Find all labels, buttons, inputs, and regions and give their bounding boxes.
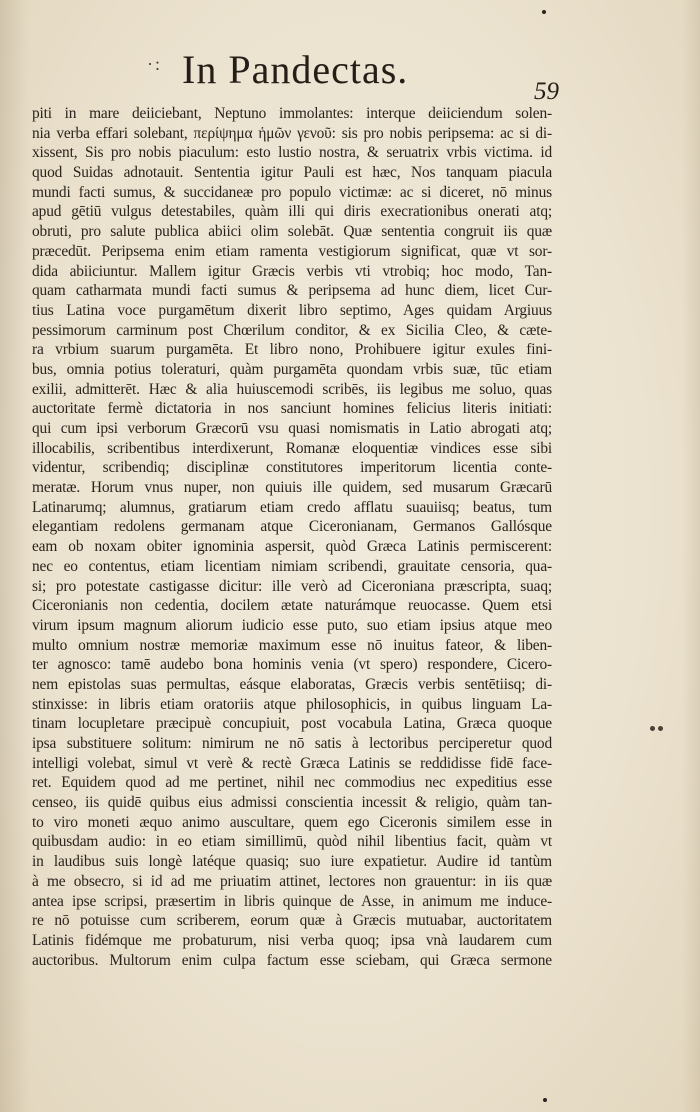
- text-line: xissent, Sis pro nobis piaculum: esto lustio nostra, & seruatrix vrbis victima. id: [32, 144, 552, 162]
- text-line: tinam locupletare præcipuè concupiuit, post vocabula Latina, Græca quoque: [32, 715, 552, 733]
- ink-dot: [542, 10, 546, 14]
- text-line: mundi facti sumus, & succidaneæ pro populo victimæ: ac si diceret, nō minus: [32, 183, 552, 201]
- ink-dot: [543, 1098, 547, 1102]
- running-head: [0, 44, 700, 105]
- text-line: quam catharmata mundi facti sumus & peripsema ad hunc diem, licet Cur-: [32, 282, 552, 300]
- text-line: dida abiiciuntur. Mallem igitur Græcis verbis vti vtrobiq; hoc modo, Tan-: [32, 262, 552, 280]
- text-line: à me obsecro, si id ad me priuatim attinet, lectores non grauentur: in iis quæ: [32, 872, 552, 890]
- text-line: in laudibus suis longè latéque quasiq; suo iure expatietur. Audire id tantùm: [32, 853, 552, 871]
- text-line: nia verba effari solebant, περίψημα ἡμῶν γενοῦ: sis pro nobis peripsema: ac si di-: [32, 124, 552, 142]
- text-line: multo omnium nostræ memoriæ maximum esse nō inuitus fateor, & liben-: [32, 636, 552, 654]
- text-line: ter agnosco: tamē audebo bona hominis venia (vt spero) respondere, Cicero-: [32, 656, 552, 674]
- ornament-mark: ·:: [147, 54, 162, 74]
- text-line: meratæ. Horum vnus nuper, non quiuis ille quidem, sed musarum Græcarū: [32, 479, 552, 497]
- text-line: ra vrbium suarum purgamēta. Et libro nono, Prohibuere igitur exules fini-: [32, 341, 552, 359]
- text-line: obruti, pro salute publica abiici olim solebāt. Quæ sententia congruit iis quæ: [32, 223, 552, 241]
- text-line: videntur, scribendiq; disciplinæ constitutores imperitorum licentia conte-: [32, 459, 552, 477]
- text-line: stinxisse: in libris etiam oratoriis atque philosophicis, in quibus linguam La-: [32, 695, 552, 713]
- body-text: [32, 104, 552, 970]
- text-line: re nō potuisse cum scriberem, eorum quæ à Græcis mutuabar, auctoritatem: [32, 912, 552, 930]
- text-line: antea ipse scripsi, præsertim in libris quinque de Asse, in animum me induce-: [32, 892, 552, 910]
- text-line: censeo, iis quidē quibus eius admissi conscientia incessit & religio, quàm tan-: [32, 794, 552, 812]
- text-line: elegantiam redolens germanam atque Ciceronianam, Germanos Gallósque: [32, 518, 552, 536]
- text-line: intelligi volebat, simul vt verè & rectè Græca Latinis se reddidisse fidē face-: [32, 754, 552, 772]
- text-line: nec eo contentus, etiam licentiam nimiam scribendi, grauitate censoria, qua-: [32, 557, 552, 575]
- text-line: tius Latina voce purgamētum dixerit libro septimo, Ages quidam Argiuus: [32, 301, 552, 319]
- text-line: eam ob noxam obiter ignominia aspersit, quòd Græca Latinis permiscerent:: [32, 538, 552, 556]
- text-line: apud gētiū vulgus detestabiles, quàm illi qui diris execrationibus onerati atq;: [32, 203, 552, 221]
- text-line: auctoribus. Multorum enim culpa factum esse sciebam, qui Græca sermone: [32, 951, 552, 969]
- text-line: piti in mare deiiciebant, Neptuno immolantes: interque deiiciendum solen-: [32, 105, 552, 122]
- text-line: Ciceronianis non cedentia, docilem ætate naturámque reuocasse. Quem etsi: [32, 597, 552, 615]
- text-line: quod Suidas adnotauit. Sententia igitur Pauli est hæc, Nos tanquam piacula: [32, 164, 552, 182]
- text-line: quibusdam audio: in eo etiam simillimū, quòd nihil libentius facit, quàm vt: [32, 833, 552, 851]
- text-line: to viro moneti æquo animo auscultare, quem ego Ciceronis similem esse in: [32, 813, 552, 831]
- text-line: auctoritate fermè dictatoria in nos sanciunt homines felicius literis initiati:: [32, 400, 552, 418]
- text-line: Latinarumq; alumnus, gratiarum etiam credo afflatu suauiisq; beatus, tum: [32, 498, 552, 516]
- ink-dot: [650, 726, 655, 731]
- text-line: præcedūt. Peripsema enim etiam ramenta vestigiorum significat, quæ vt sor-: [32, 242, 552, 260]
- text-line: bus, omnia potius toleraturi, quàm purgamēta quondam vrbis suæ, tūc etiam: [32, 360, 552, 378]
- ink-dot: [658, 726, 663, 731]
- text-line: Latinis fidémque me probaturum, nisi verba quoq; ipsa vnà laudarem cum: [32, 931, 552, 949]
- text-line: ret. Equidem quod ad me pertinet, nihil nec commodius nec expeditius esse: [32, 774, 552, 792]
- text-line: illocabilis, scribentibus interdixerunt, Romanæ eloquentiæ vindices esse sibi: [32, 439, 552, 457]
- text-line: pessimorum carminum post Chœrilum conditor, & ex Sicilia Cleo, & cæte-: [32, 321, 552, 339]
- text-line: si; pro potestate castigasse dicitur: ille verò ad Ciceroniana præscripta, suaq;: [32, 577, 552, 595]
- page-title: In Pandectas.: [182, 47, 409, 92]
- text-line: exilii, admitterēt. Hæc & alia huiuscemodi scribēs, iis legibus me soluo, quas: [32, 380, 552, 398]
- margin-marks: [648, 724, 670, 734]
- text-line: qui cum ipsi verborum Græcorū vsu quasi nomismatis in Latio abrogati atq;: [32, 420, 552, 437]
- page-number: 59: [534, 78, 559, 105]
- text-line: ipsa substituere solitum: nimirum ne nō satis à lectoribus perciperetur quod: [32, 735, 552, 752]
- text-line: nem epistolas suas permultas, eásque elaboratas, Græcis verbis sentētiisq; di-: [32, 675, 552, 693]
- text-line: virum ipsum magnum aliorum iudicio esse puto, suo etiam ipsius atque meo: [32, 616, 552, 634]
